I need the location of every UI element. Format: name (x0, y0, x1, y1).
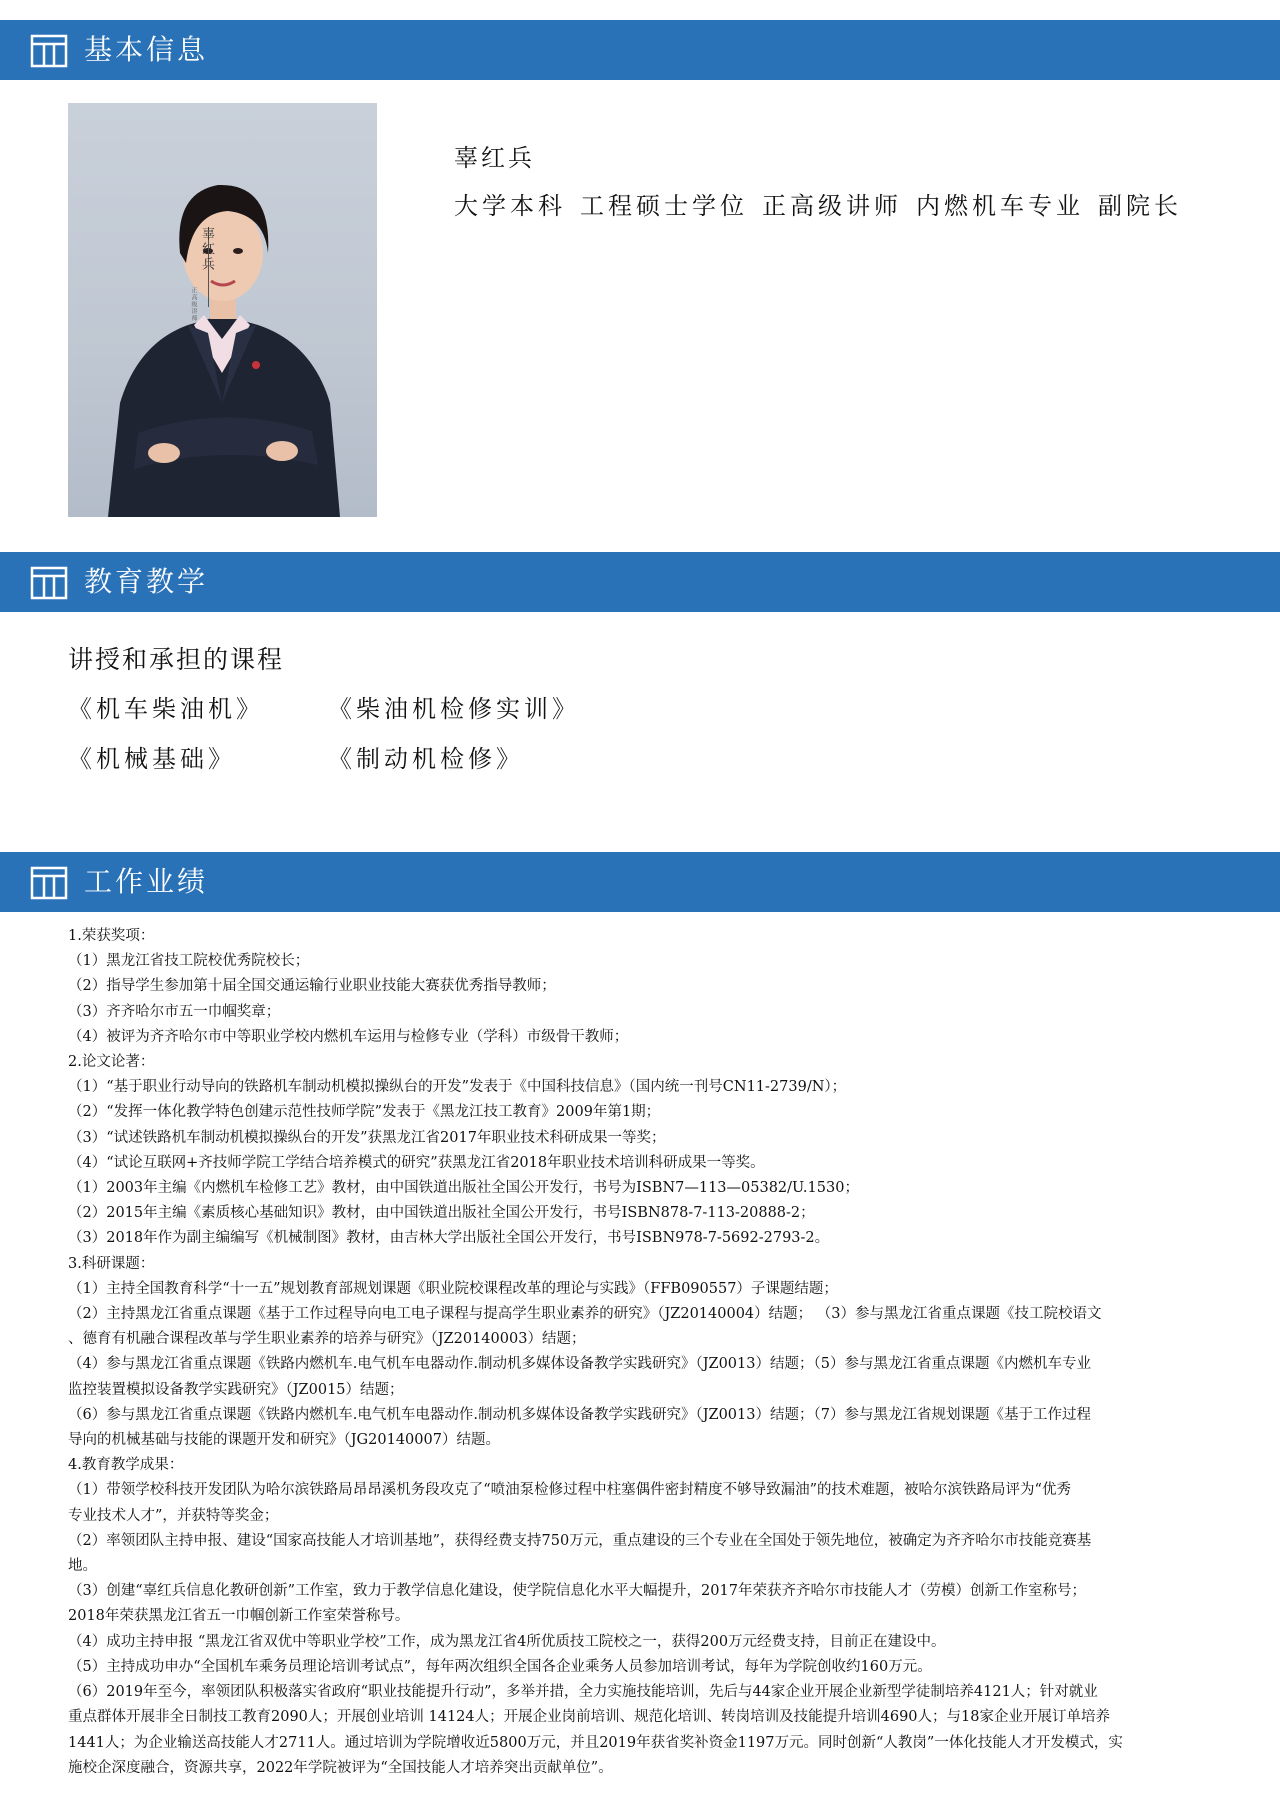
work-line: （1）“基于职业行动导向的铁路机车制动机模拟操纵台的开发”发表于《中国科技信息》（国内统一刊号CN11-2739/N）； (68, 1079, 847, 1096)
desc-position: 副院长 (1098, 192, 1182, 220)
work-line: （1）主持全国教育科学“十一五”规划教育部规划课题《职业院校课程改革的理论与实践》（FFB090557）子课题结题； (68, 1280, 838, 1297)
section-title-basic-info: 基本信息 (84, 33, 209, 66)
work-line: 2018年荣获黑龙江省五一巾帼创新工作室荣誉称号。 (68, 1608, 410, 1625)
work-line: （2）指导学生参加第十届全国交通运输行业职业技能大赛获优秀指导教师； (68, 978, 556, 995)
desc-major: 内燃机车专业 (916, 192, 1084, 220)
work-line: （6）参与黑龙江省重点课题《铁路内燃机车.电气机车电器动作.制动机多媒体设备教学实践研究》（JZ0013）结题；（7）参与黑龙江省规划课题《基于工作过程 (68, 1406, 1091, 1423)
work-line: （2）率领团队主持申报、建设“国家高技能人才培训基地”，获得经费支持750万元，重点建设的三个专业在全国处于领先地位，被确定为齐齐哈尔市技能竞赛基 (68, 1532, 1092, 1549)
section-bar-work (0, 852, 1280, 912)
course-item: 《机车柴油机》 (68, 695, 264, 723)
book-frame-icon (30, 564, 68, 602)
section-title-education: 教育教学 (84, 565, 209, 598)
course-item: 《柴油机检修实训》 (328, 695, 580, 723)
work-line: （4）“试论互联网+齐技师学院工学结合培养模式的研究”获黑龙江省2018年职业技术培训科研成果一等奖。 (68, 1154, 765, 1171)
work-line: （4）参与黑龙江省重点课题《铁路内燃机车.电气机车电器动作.制动机多媒体设备教学实践研究》（JZ0013）结题；（5）参与黑龙江省重点课题《内燃机车专业 (68, 1356, 1091, 1373)
work-line: 导向的机械基础与技能的课题开发和研究》（JG20140007）结题。 (68, 1432, 500, 1449)
portrait-illustration (68, 103, 377, 517)
work-line: （2）“发挥一体化教学特色创建示范性技师学院”发表于《黑龙江技工教育》2009年第1期； (68, 1104, 661, 1121)
courses-heading: 讲授和承担的课程 (68, 645, 285, 674)
work-line: 4.教育教学成果： (68, 1457, 184, 1474)
desc-title: 正高级讲师 (762, 192, 902, 220)
work-line: 施校企深度融合，资源共享，2022年学院被评为“全国技能人才培养突出贡献单位”。 (68, 1759, 613, 1776)
work-line: （3）“试述铁路机车制动机模拟操纵台的开发”获黑龙江省2017年职业技术科研成果一等奖； (68, 1129, 666, 1146)
work-line: （1）黑龙江省技工院校优秀院校长； (68, 953, 310, 970)
work-line: （3）齐齐哈尔市五一巾帼奖章； (68, 1003, 281, 1020)
work-line: 监控装置模拟设备教学实践研究》（JZ0015）结题； (68, 1381, 404, 1398)
work-line: 、德育有机融合课程改革与学生职业素养的培养与研究》（JZ20140003）结题； (68, 1331, 586, 1348)
work-line: 专业技术人才”，并获特等奖金； (68, 1507, 279, 1524)
work-line: （3）2018年作为副主编编写《机械制图》教材，由吉林大学出版社全国公开发行，书号ISBN978-7-5692-2793-2。 (68, 1230, 830, 1247)
section-bar-education (0, 552, 1280, 612)
work-line: （5）主持成功申办“全国机车乘务员理论培训考试点”，每年两次组织全国各企业乘务人员参加培训考试，每年为学院创收约160万元。 (68, 1658, 932, 1675)
book-frame-icon (30, 32, 68, 70)
section-bar-basic-info (0, 20, 1280, 80)
work-line: （1）带领学校科技开发团队为哈尔滨铁路局昂昂溪机务段攻克了“喷油泵检修过程中柱塞偶件密封精度不够导致漏油”的技术难题，被哈尔滨铁路局评为“优秀 (68, 1482, 1071, 1499)
work-line: （2）2015年主编《素质核心基础知识》教材，由中国铁道出版社全国公开发行，书号ISBN878-7-113-20888-2； (68, 1205, 815, 1222)
work-line: （1）2003年主编《内燃机车检修工艺》教材，由中国铁道出版社全国公开发行，书号为ISBN7—113—05382/U.1530； (68, 1180, 859, 1197)
work-line: 2.论文论著： (68, 1054, 155, 1071)
course-item: 《制动机检修》 (328, 745, 524, 773)
work-line: 地。 (68, 1558, 97, 1575)
book-frame-icon (30, 864, 68, 902)
work-line: 3.科研课题： (68, 1255, 155, 1272)
photo-title-label: 正高级讲师 (190, 287, 197, 322)
work-line: （4）被评为齐齐哈尔市中等职业学校内燃机车运用与检修专业（学科）市级骨干教师； (68, 1028, 629, 1045)
photo-name-label: 辜红兵 (199, 227, 214, 272)
person-description (454, 186, 1196, 221)
desc-degree: 大学本科 (454, 192, 566, 220)
work-line: 重点群体开展非全日制技工教育2090人；开展创业培训 14124人；开展企业岗前培训、规范化培训、转岗培训及技能提升培训4690人；与18家企业开展订单培养 (68, 1709, 1110, 1726)
work-line: （2）主持黑龙江省重点课题《基于工作过程导向电工电子课程与提高学生职业素养的研究》（JZ20140004）结题； （3）参与黑龙江省重点课题《技工院校语文 (68, 1306, 1102, 1323)
person-name: 辜红兵 (454, 144, 535, 172)
desc-master: 工程硕士学位 (580, 192, 748, 220)
work-line: 1441人；为企业输送高技能人才2711人。通过培训为学院增收近5800万元，并且2019年获省奖补资金1197万元。同时创新“人教岗”一体化技能人才开发模式，实 (68, 1734, 1123, 1751)
work-line: （6）2019年至今，率领团队积极落实省政府“职业技能提升行动”，多举并措，全力实施技能培训，先后与44家企业开展企业新型学徒制培养4121人；针对就业 (68, 1684, 1098, 1701)
work-achievements (68, 924, 1208, 1781)
profile-photo (68, 103, 377, 517)
work-line: （4）成功主持申报 “黑龙江省双优中等职业学校”工作，成为黑龙江省4所优质技工院校之一，获得200万元经费支持，目前正在建设中。 (68, 1633, 946, 1650)
work-line: 1.荣获奖项： (68, 928, 155, 944)
work-line: （3）创建“辜红兵信息化教研创新”工作室，致力于教学信息化建设，使学院信息化水平大幅提升，2017年荣获齐齐哈尔市技能人才（劳模）创新工作室称号； (68, 1583, 1086, 1600)
course-item: 《机械基础》 (68, 745, 236, 773)
section-title-work: 工作业绩 (84, 865, 209, 898)
